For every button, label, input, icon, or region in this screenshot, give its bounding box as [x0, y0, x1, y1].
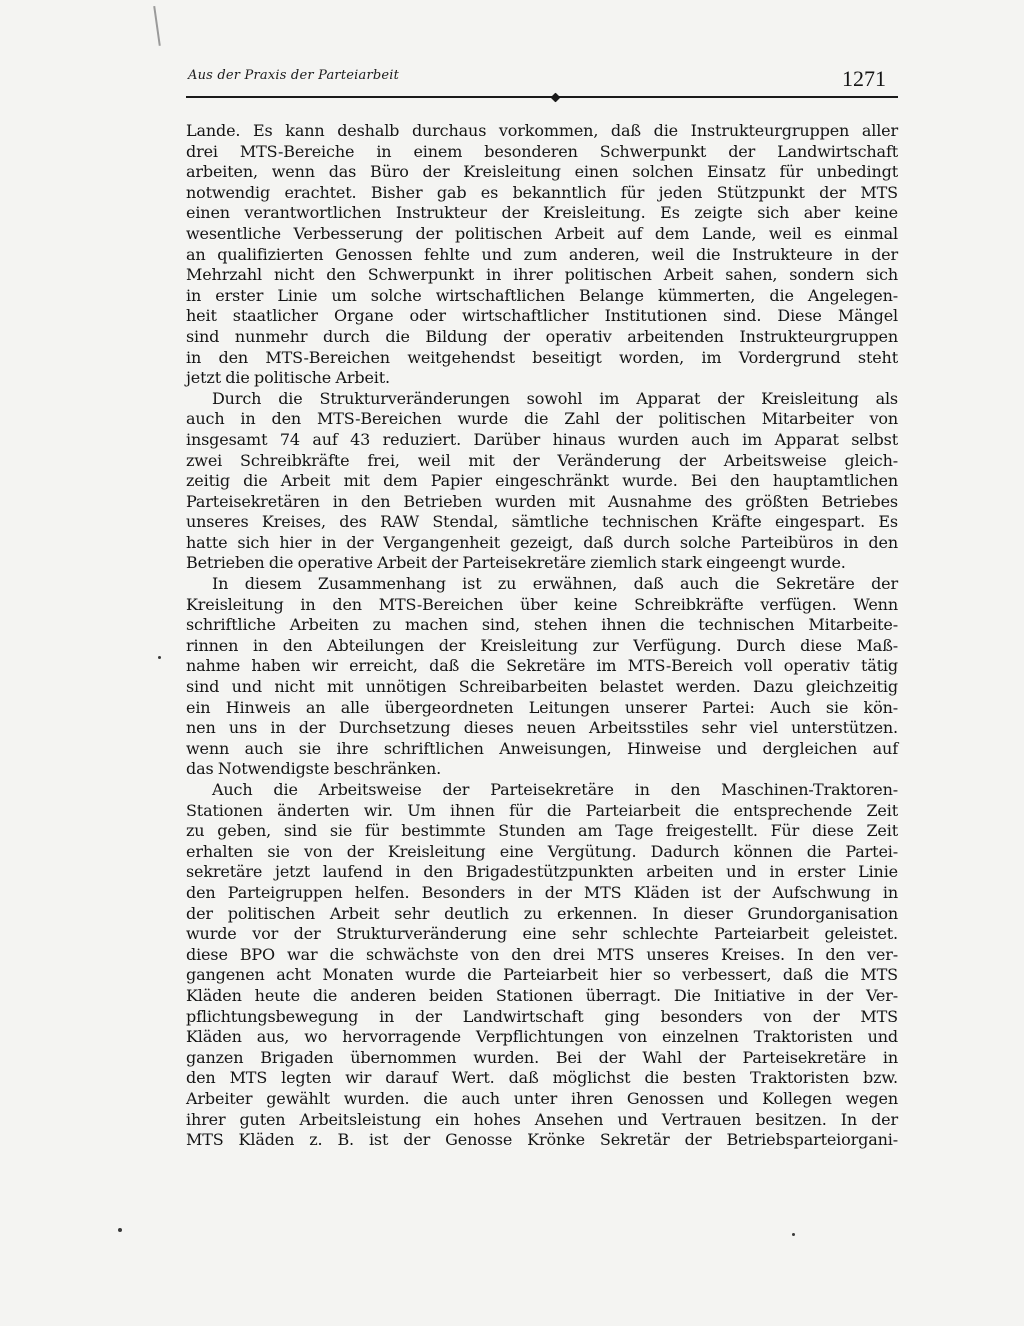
text-line: insgesamt 74 auf 43 reduziert. Darüber hinaus wurden auch im Apparat selbst — [186, 429, 898, 449]
text-line: Mehrzahl nicht den Schwerpunkt in ihrer politischen Arbeit sahen, sondern sich — [186, 265, 898, 285]
text-line: einen verantwortlichen Instrukteur der Kreisleitung. Es zeigte sich aber keine — [186, 203, 898, 223]
text-line: Parteisekretären in den Betrieben wurden mit Ausnahme des größten Betriebes — [186, 491, 898, 511]
text-line: sind und nicht mit unnötigen Schreibarbeiten belastet werden. Dazu gleichzeitig — [186, 677, 898, 697]
text-line: nen uns in der Durchsetzung dieses neuen Arbeitsstiles sehr viel unterstützen. — [186, 718, 898, 738]
text-line: zeitig die Arbeit mit dem Papier eingeschränkt wurde. Bei den hauptamtlichen — [186, 471, 898, 491]
text-line: Auch die Arbeitsweise der Parteisekretäre in den Maschinen-Traktoren- — [212, 780, 898, 799]
scan-speck — [792, 1233, 795, 1236]
rule-ornament — [551, 93, 561, 103]
text-line: nahme haben wir erreicht, daß die Sekretäre im MTS-Bereich voll operativ tätig — [186, 656, 898, 676]
text-line: MTS Kläden z. B. ist der Genosse Krönke Sekretär der Betriebsparteiorgani- — [186, 1130, 898, 1150]
text-line: Lande. Es kann deshalb durchaus vorkommen, daß die Instrukteurgruppen aller — [186, 121, 898, 140]
text-line: in erster Linie um solche wirtschaftlichen Belange kümmerten, die Angelegen- — [186, 285, 898, 305]
text-line: Stationen änderten wir. Um ihnen für die Parteiarbeit die entsprechende Zeit — [186, 800, 898, 820]
text-line: diese BPO war die schwächste von den drei MTS unseres Kreises. In den ver- — [186, 944, 898, 964]
text-line: Kläden heute die anderen beiden Stationen überragt. Die Initiative in der Ver- — [186, 985, 898, 1005]
text-line: wesentliche Verbesserung der politischen Arbeit auf dem Lande, weil es einmal — [186, 223, 898, 243]
text-line: ihrer guten Arbeitsleistung ein hohes Ansehen und Vertrauen besitzen. In der — [186, 1109, 898, 1129]
text-line: schriftliche Arbeiten zu machen sind, stehen ihnen die technischen Mitarbeite- — [186, 615, 898, 635]
text-line: ganzen Brigaden übernommen wurden. Bei der Wahl der Parteisekretäre in — [186, 1047, 898, 1067]
text-line: der politischen Arbeit sehr deutlich zu erkennen. In dieser Grundorganisation — [186, 903, 898, 923]
text-line: sind nunmehr durch die Bildung der operativ arbeitenden Instrukteurgruppen — [186, 326, 898, 346]
text-line: sekretäre jetzt laufend in den Brigadestützpunkten arbeiten und in erster Linie — [186, 862, 898, 882]
scan-edge-mark — [153, 6, 160, 46]
text-line: drei MTS-Bereiche in einem besonderen Schwerpunkt der Landwirtschaft — [186, 141, 898, 161]
text-line: zu geben, sind sie für bestimmte Stunden am Tage freigestellt. Für diese Zeit — [186, 821, 898, 841]
text-line: hatte sich hier in der Vergangenheit gezeigt, daß durch solche Parteibüros in den — [186, 532, 898, 552]
scan-speck — [118, 1228, 122, 1232]
text-line: in den MTS-Bereichen weitgehendst beseitigt worden, im Vordergrund steht — [186, 347, 898, 367]
text-line: gangenen acht Monaten wurde die Parteiarbeit hier so verbessert, daß die MTS — [186, 965, 898, 985]
text-line: Betrieben die operative Arbeit der Parteisekretäre ziemlich stark eingeengt wurde. — [186, 553, 846, 573]
text-line: wenn auch sie ihre schriftlichen Anweisungen, Hinweise und dergleichen auf — [186, 738, 898, 758]
text-line: arbeiten, wenn das Büro der Kreisleitung einen solchen Einsatz für unbedingt — [186, 162, 898, 182]
text-line: den MTS legten wir darauf Wert. daß möglichst die besten Traktoristen bzw. — [186, 1068, 898, 1088]
body-text — [186, 121, 898, 1151]
text-line: ein Hinweis an alle übergeordneten Leitungen unserer Partei: Auch sie kön- — [186, 697, 898, 717]
text-line: rinnen in den Abteilungen der Kreisleitung zur Verfügung. Durch diese Maß- — [186, 635, 898, 655]
text-line: Durch die Strukturveränderungen sowohl im Apparat der Kreisleitung als — [212, 388, 898, 408]
text-line: Arbeiter gewählt wurden. die auch unter ihren Genossen und Kollegen wegen — [186, 1088, 898, 1108]
text-line: zwei Schreibkräfte frei, weil mit der Veränderung der Arbeitsweise gleich- — [186, 450, 898, 470]
text-line: pflichtungsbewegung in der Landwirtschaft ging besonders von der MTS — [186, 1006, 898, 1026]
text-line: Kläden aus, wo hervorragende Verpflichtungen von einzelnen Traktoristen und — [186, 1027, 898, 1047]
text-line: In diesem Zusammenhang ist zu erwähnen, daß auch die Sekretäre der — [212, 574, 898, 594]
text-line: auch in den MTS-Bereichen wurde die Zahl der politischen Mitarbeiter von — [186, 409, 898, 429]
text-line: an qualifizierten Genossen fehlte und zum anderen, weil die Instrukteure in der — [186, 244, 898, 264]
text-line: den Parteigruppen helfen. Besonders in der MTS Kläden ist der Aufschwung in — [186, 882, 898, 902]
text-line: notwendig erachtet. Bisher gab es bekanntlich für jeden Stützpunkt der MTS — [186, 182, 898, 202]
page-number: 1271 — [842, 66, 886, 91]
text-line: wurde vor der Strukturveränderung eine sehr schlechte Parteiarbeit geleistet. — [186, 924, 898, 944]
text-line: jetzt die politische Arbeit. — [186, 368, 390, 388]
header-rule — [186, 96, 898, 98]
text-line: Kreisleitung in den MTS-Bereichen über keine Schreibkräfte verfügen. Wenn — [186, 594, 898, 614]
text-line: unseres Kreises, des RAW Stendal, sämtliche technischen Kräfte eingespart. Es — [186, 512, 898, 532]
text-line: das Notwendigste beschränken. — [186, 759, 442, 779]
text-line: erhalten sie von der Kreisleitung eine Vergütung. Dadurch können die Partei- — [186, 841, 898, 861]
scan-speck — [158, 656, 161, 659]
text-line: heit staatlicher Organe oder wirtschaftlicher Institutionen sind. Diese Mängel — [186, 306, 898, 326]
running-title: Aus der Praxis der Parteiarbeit — [188, 68, 400, 83]
